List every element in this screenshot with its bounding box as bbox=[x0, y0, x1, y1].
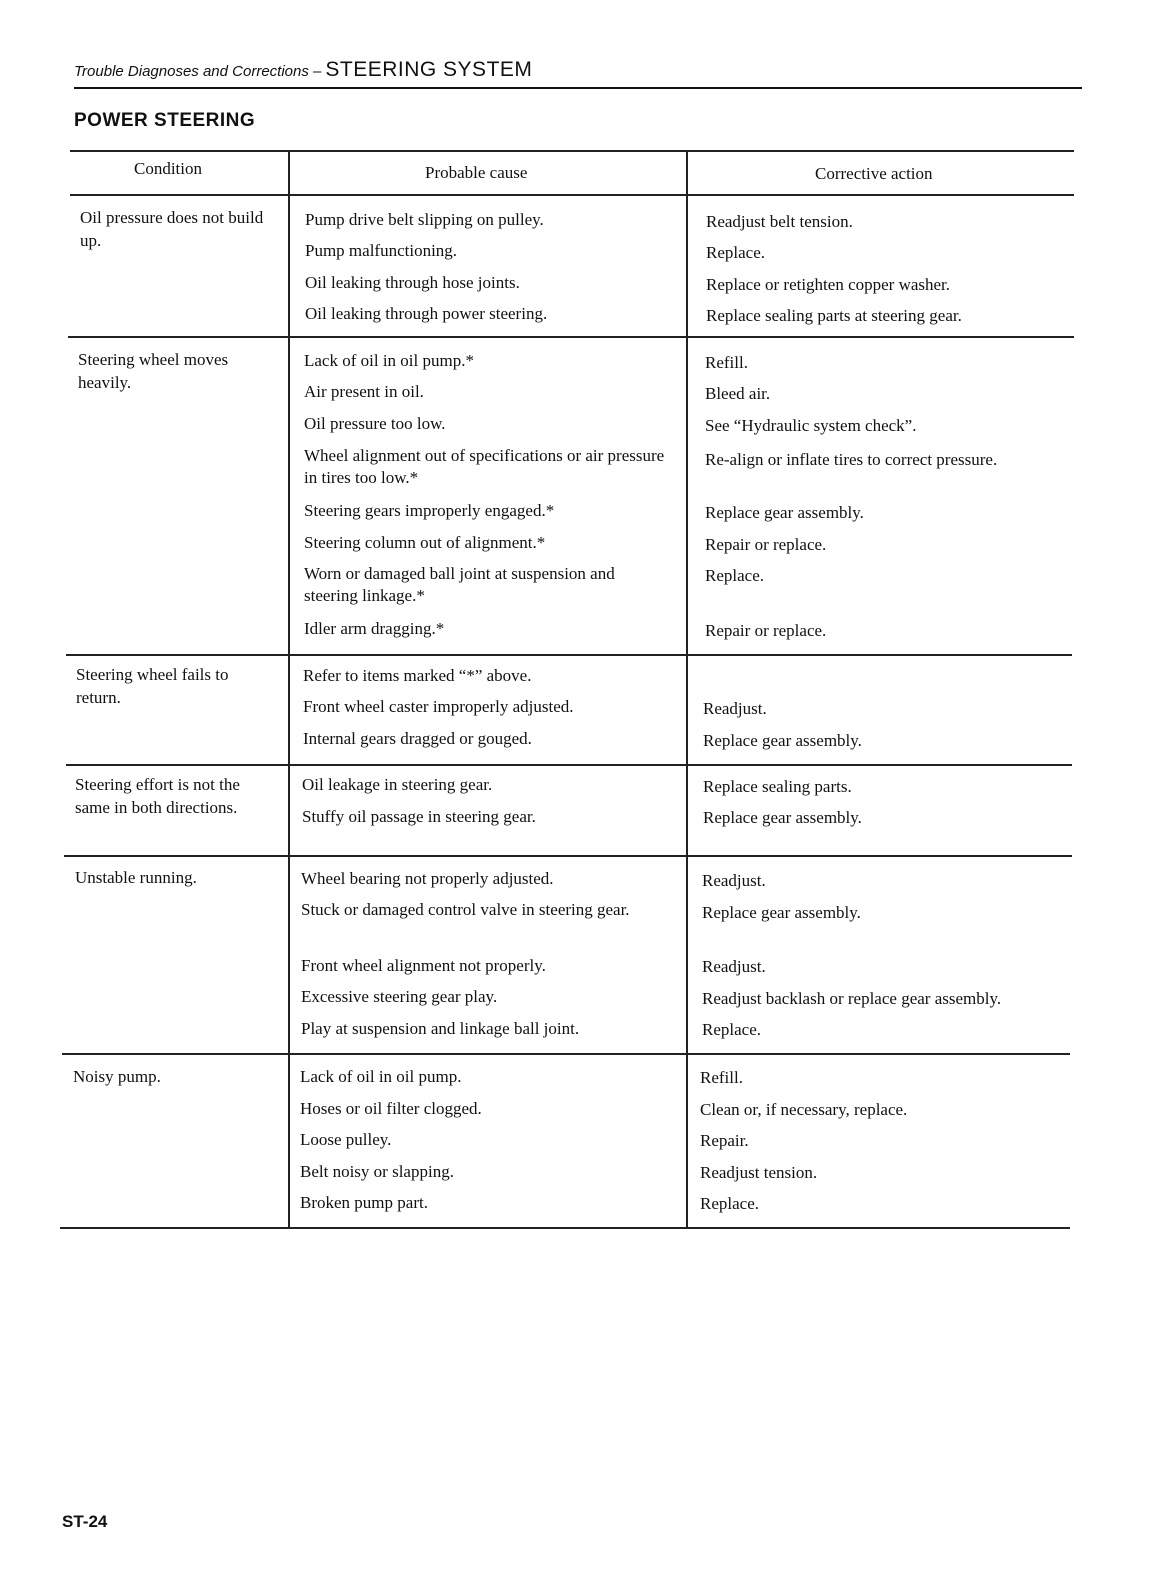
cause-item: Front wheel alignment not properly. bbox=[301, 956, 546, 975]
cause-item: Stuffy oil passage in steering gear. bbox=[302, 807, 536, 826]
row-divider bbox=[62, 1053, 1070, 1055]
action-item: Replace gear assembly. bbox=[703, 731, 862, 750]
column-divider bbox=[288, 150, 290, 1228]
cause-item: Excessive steering gear play. bbox=[301, 987, 498, 1006]
action-item: Readjust backlash or replace gear assembly. bbox=[702, 989, 1002, 1008]
action-item: Repair or replace. bbox=[705, 621, 827, 640]
page-number: ST-24 bbox=[62, 1512, 108, 1531]
cause-item: Internal gears dragged or gouged. bbox=[303, 729, 532, 748]
cause-item: Lack of oil in oil pump. bbox=[300, 1067, 462, 1086]
action-item: Readjust. bbox=[702, 957, 766, 976]
header-rule bbox=[74, 87, 1082, 89]
action-item: Readjust. bbox=[702, 871, 766, 890]
page-title: POWER STEERING bbox=[74, 110, 256, 131]
table-header-rule bbox=[70, 194, 1074, 196]
action-item: Clean or, if necessary, replace. bbox=[700, 1100, 908, 1119]
condition-cell: Steering wheel fails to return. bbox=[76, 665, 229, 707]
cause-item: Play at suspension and linkage ball joint. bbox=[301, 1019, 580, 1038]
cause-item: Oil leaking through hose joints. bbox=[305, 273, 520, 292]
action-item: Readjust tension. bbox=[700, 1163, 818, 1182]
condition-cell: Noisy pump. bbox=[73, 1067, 161, 1086]
condition-cell: Oil pressure does not build up. bbox=[80, 208, 264, 250]
column-header-action: Corrective action bbox=[815, 164, 933, 183]
cause-item: Idler arm dragging.* bbox=[304, 619, 445, 638]
cause-item: Broken pump part. bbox=[300, 1193, 428, 1212]
cause-item: Refer to items marked “*” above. bbox=[303, 666, 532, 685]
page-header bbox=[74, 58, 1082, 82]
cause-item: Steering gears improperly engaged.* bbox=[304, 501, 555, 520]
condition-cell: Unstable running. bbox=[75, 868, 197, 887]
cause-item: Wheel bearing not properly adjusted. bbox=[301, 869, 554, 888]
cause-item: Air present in oil. bbox=[304, 382, 424, 401]
action-item: Readjust belt tension. bbox=[706, 212, 853, 231]
action-item: Refill. bbox=[705, 353, 748, 372]
column-divider bbox=[686, 150, 688, 1228]
action-item: Replace. bbox=[705, 566, 764, 585]
action-item: Replace gear assembly. bbox=[703, 808, 862, 827]
cause-item: Oil pressure too low. bbox=[304, 414, 446, 433]
table-top-rule bbox=[70, 150, 1074, 152]
row-divider bbox=[66, 654, 1072, 656]
action-item: Re-align or inflate tires to correct pressure. bbox=[705, 450, 998, 469]
cause-item: Lack of oil in oil pump.* bbox=[304, 351, 474, 370]
row-divider bbox=[66, 764, 1072, 766]
cause-item: Pump malfunctioning. bbox=[305, 241, 458, 260]
action-item: Replace. bbox=[700, 1194, 759, 1213]
action-item: Replace. bbox=[702, 1020, 761, 1039]
section-label: Trouble Diagnoses and Corrections – bbox=[74, 63, 322, 80]
action-item: Replace sealing parts at steering gear. bbox=[706, 306, 962, 325]
action-item: Replace. bbox=[706, 243, 765, 262]
action-item: Bleed air. bbox=[705, 384, 771, 403]
action-item: Refill. bbox=[700, 1068, 743, 1087]
cause-item: Stuck or damaged control valve in steering gear. bbox=[301, 900, 630, 919]
action-item: Replace gear assembly. bbox=[705, 503, 864, 522]
condition-cell: Steering wheel moves heavily. bbox=[78, 350, 229, 392]
cause-item: Oil leaking through power steering. bbox=[305, 304, 548, 323]
condition-cell: Steering effort is not the same in both directions. bbox=[75, 775, 240, 817]
action-item: Repair. bbox=[700, 1131, 749, 1150]
column-header-condition: Condition bbox=[134, 159, 203, 178]
action-item: Replace gear assembly. bbox=[702, 903, 861, 922]
row-divider bbox=[64, 855, 1072, 857]
column-header-cause: Probable cause bbox=[425, 163, 528, 182]
cause-item: Worn or damaged ball joint at suspension and steering linkage.* bbox=[304, 564, 615, 605]
action-item: Repair or replace. bbox=[705, 535, 827, 554]
cause-item: Wheel alignment out of specifications or air pressure in tires too low.* bbox=[304, 446, 665, 487]
cause-item: Oil leakage in steering gear. bbox=[302, 775, 493, 794]
cause-item: Front wheel caster improperly adjusted. bbox=[303, 697, 574, 716]
action-item: See “Hydraulic system check”. bbox=[705, 416, 917, 435]
cause-item: Pump drive belt slipping on pulley. bbox=[305, 210, 544, 229]
cause-item: Hoses or oil filter clogged. bbox=[300, 1099, 482, 1118]
action-item: Replace sealing parts. bbox=[703, 777, 852, 796]
action-item: Readjust. bbox=[703, 699, 767, 718]
system-title: STEERING SYSTEM bbox=[325, 58, 533, 81]
cause-item: Belt noisy or slapping. bbox=[300, 1162, 454, 1181]
cause-item: Steering column out of alignment.* bbox=[304, 533, 546, 552]
action-item: Replace or retighten copper washer. bbox=[706, 275, 951, 294]
table-bottom-rule bbox=[60, 1227, 1070, 1229]
row-divider bbox=[68, 336, 1074, 338]
cause-item: Loose pulley. bbox=[300, 1130, 392, 1149]
